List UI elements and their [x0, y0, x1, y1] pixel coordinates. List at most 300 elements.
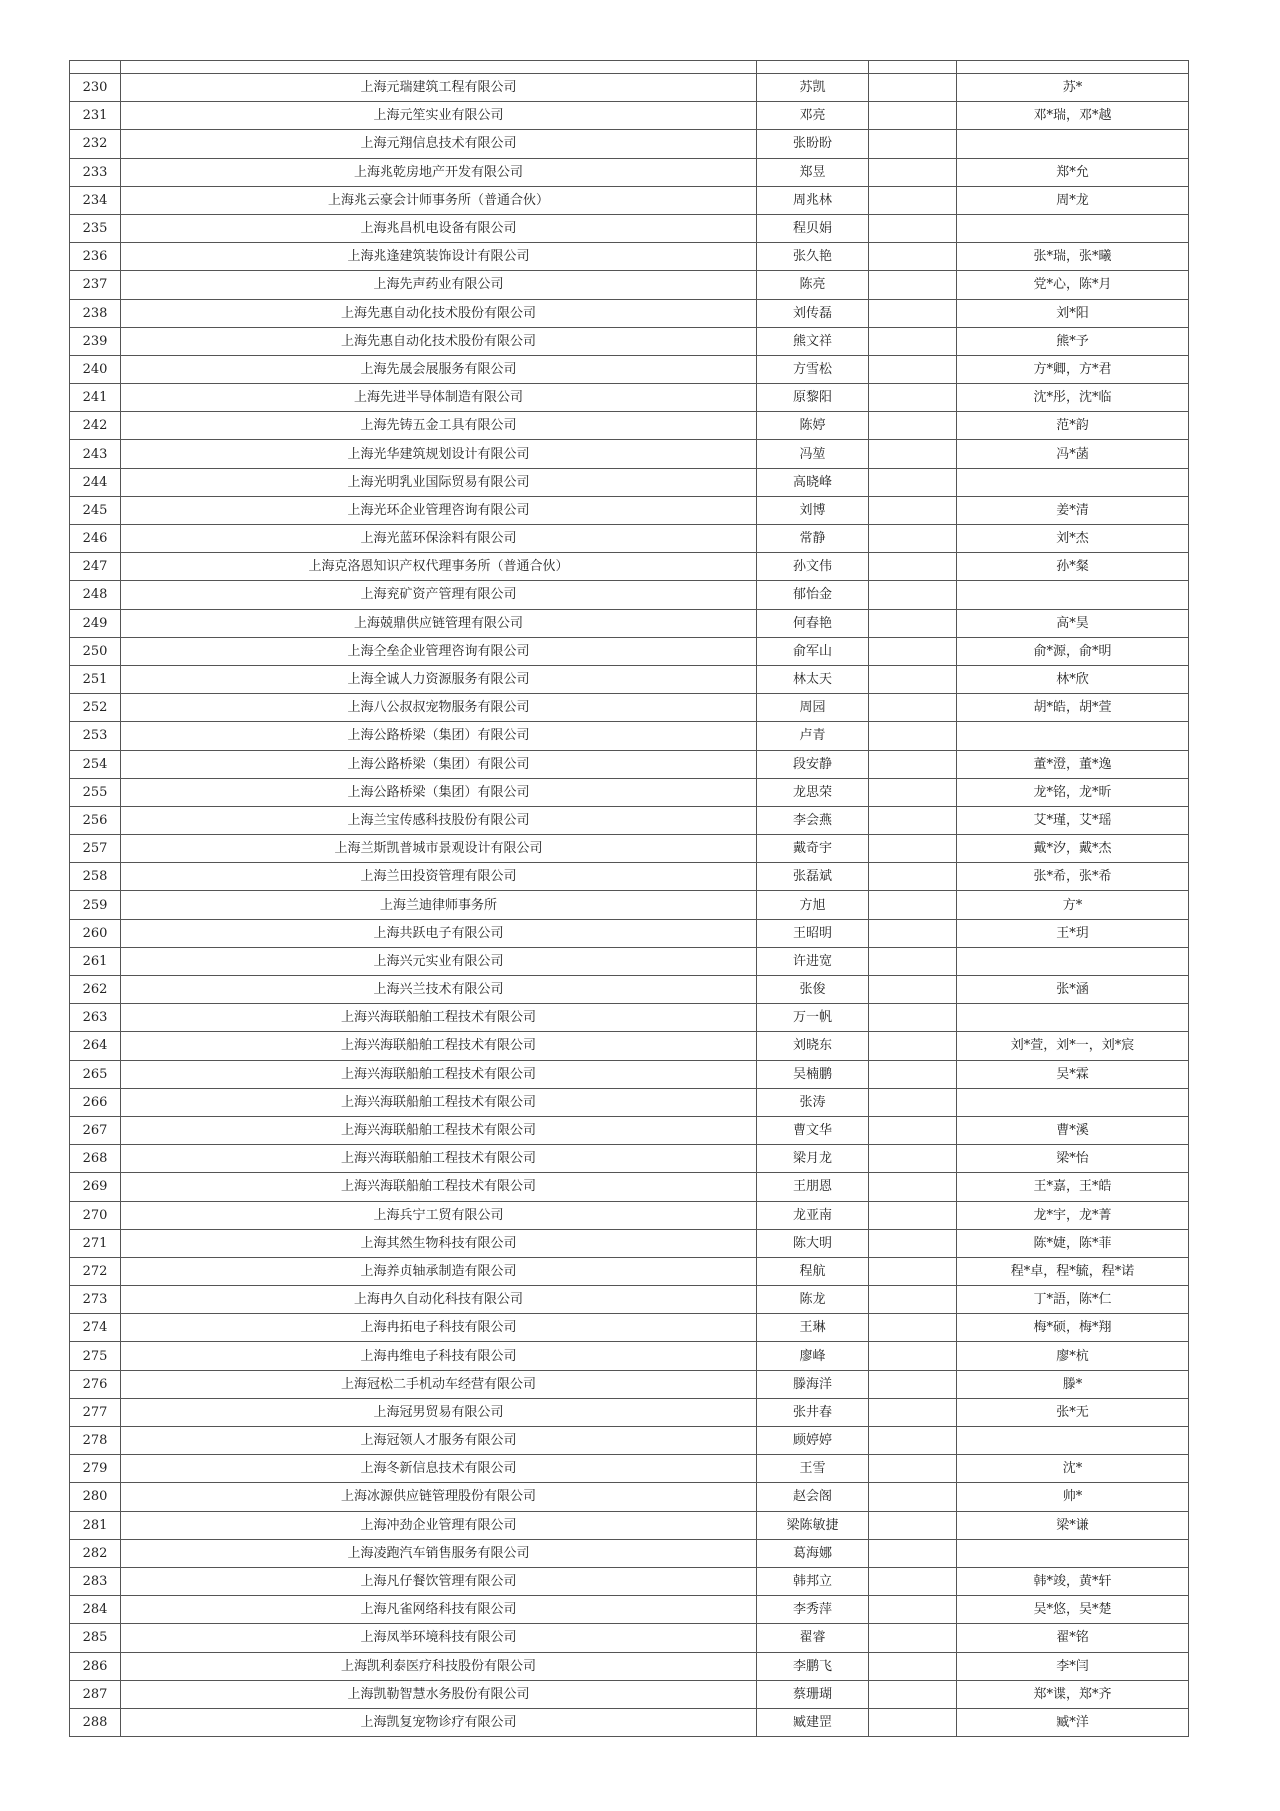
children-names: [957, 581, 1189, 609]
table-row: [70, 158, 1189, 186]
person-name: 原黎阳: [757, 384, 869, 412]
extra-cell: [869, 835, 957, 863]
company-name: 上海冠男贸易有限公司: [121, 1398, 757, 1426]
children-names: 党*心，陈*月: [957, 271, 1189, 299]
row-number: 248: [70, 581, 121, 609]
person-name: 高晓峰: [757, 468, 869, 496]
company-name: 上海先进半导体制造有限公司: [121, 384, 757, 412]
children-names: 吴*悠，吴*楚: [957, 1596, 1189, 1624]
extra-cell: [869, 609, 957, 637]
children-names: [957, 1539, 1189, 1567]
person-name: 孙文伟: [757, 553, 869, 581]
company-name: 上海凡仔餐饮管理有限公司: [121, 1567, 757, 1595]
extra-cell: [869, 130, 957, 158]
company-name: 上海兴海联船舶工程技术有限公司: [121, 1145, 757, 1173]
children-names: 沈*彤，沈*临: [957, 384, 1189, 412]
children-names: [957, 214, 1189, 242]
table-row: [70, 440, 1189, 468]
extra-cell: [869, 74, 957, 102]
person-name: 龙亚南: [757, 1201, 869, 1229]
extra-cell: [869, 299, 957, 327]
extra-cell: [869, 1088, 957, 1116]
extra-cell: [869, 1398, 957, 1426]
row-number: 243: [70, 440, 121, 468]
stub-cell: [957, 61, 1189, 74]
person-name: 王朋恩: [757, 1173, 869, 1201]
table-row: [70, 468, 1189, 496]
extra-cell: [869, 1427, 957, 1455]
table-row: [70, 1173, 1189, 1201]
extra-cell: [869, 468, 957, 496]
children-names: 龙*宇，龙*菁: [957, 1201, 1189, 1229]
table-row: [70, 553, 1189, 581]
table-row: [70, 271, 1189, 299]
person-name: 程贝娟: [757, 214, 869, 242]
extra-cell: [869, 976, 957, 1004]
row-number: 232: [70, 130, 121, 158]
company-name: 上海兴海联船舶工程技术有限公司: [121, 1032, 757, 1060]
row-number: 266: [70, 1088, 121, 1116]
company-name: 上海凯勒智慧水务股份有限公司: [121, 1680, 757, 1708]
company-name: 上海全诚人力资源服务有限公司: [121, 665, 757, 693]
extra-cell: [869, 750, 957, 778]
row-number: 270: [70, 1201, 121, 1229]
extra-cell: [869, 1652, 957, 1680]
row-number: 277: [70, 1398, 121, 1426]
extra-cell: [869, 1314, 957, 1342]
table-row: [70, 1088, 1189, 1116]
table-row: [70, 1483, 1189, 1511]
children-names: 方*: [957, 891, 1189, 919]
row-number: 242: [70, 412, 121, 440]
extra-cell: [869, 891, 957, 919]
children-names: 臧*洋: [957, 1708, 1189, 1736]
children-names: 张*瑞，张*曦: [957, 243, 1189, 271]
person-name: 张久艳: [757, 243, 869, 271]
children-names: 丁*語，陈*仁: [957, 1286, 1189, 1314]
children-names: 梅*硕，梅*翔: [957, 1314, 1189, 1342]
row-number: 254: [70, 750, 121, 778]
company-name: 上海先铸五金工具有限公司: [121, 412, 757, 440]
company-name: 上海公路桥梁（集团）有限公司: [121, 722, 757, 750]
children-names: [957, 1088, 1189, 1116]
table-row: [70, 778, 1189, 806]
company-name: 上海兆昌机电设备有限公司: [121, 214, 757, 242]
company-name: 上海光华建筑规划设计有限公司: [121, 440, 757, 468]
person-name: 曹文华: [757, 1116, 869, 1144]
table-row: [70, 1314, 1189, 1342]
extra-cell: [869, 1483, 957, 1511]
children-names: 王*嘉，王*皓: [957, 1173, 1189, 1201]
children-names: 孙*粲: [957, 553, 1189, 581]
table-row: [70, 1229, 1189, 1257]
children-names: 王*玥: [957, 919, 1189, 947]
person-name: 郑昱: [757, 158, 869, 186]
company-name: 上海元翔信息技术有限公司: [121, 130, 757, 158]
company-name: 上海冉拓电子科技有限公司: [121, 1314, 757, 1342]
table-row: [70, 1427, 1189, 1455]
person-name: 张井春: [757, 1398, 869, 1426]
company-name: 上海兴兰技术有限公司: [121, 976, 757, 1004]
table-row: [70, 102, 1189, 130]
person-name: 陈亮: [757, 271, 869, 299]
company-name: 上海兴海联船舶工程技术有限公司: [121, 1116, 757, 1144]
row-number: 268: [70, 1145, 121, 1173]
person-name: 蔡珊瑚: [757, 1680, 869, 1708]
person-name: 臧建罡: [757, 1708, 869, 1736]
person-name: 苏凯: [757, 74, 869, 102]
children-names: 翟*铭: [957, 1624, 1189, 1652]
table-top-stub-row: [70, 61, 1189, 74]
person-name: 冯堃: [757, 440, 869, 468]
table-row: [70, 1652, 1189, 1680]
company-name: 上海兆云豪会计师事务所（普通合伙）: [121, 186, 757, 214]
company-name: 上海元瑞建筑工程有限公司: [121, 74, 757, 102]
stub-cell: [869, 61, 957, 74]
children-names: 刘*杰: [957, 525, 1189, 553]
table-row: [70, 863, 1189, 891]
person-name: 葛海娜: [757, 1539, 869, 1567]
person-name: 郁怡金: [757, 581, 869, 609]
row-number: 267: [70, 1116, 121, 1144]
table-row: [70, 1342, 1189, 1370]
table-row: [70, 186, 1189, 214]
company-name: 上海先惠自动化技术股份有限公司: [121, 327, 757, 355]
company-name: 上海先惠自动化技术股份有限公司: [121, 299, 757, 327]
table-row: [70, 1624, 1189, 1652]
children-names: 姜*清: [957, 496, 1189, 524]
company-name: 上海兰斯凯普城市景观设计有限公司: [121, 835, 757, 863]
children-names: 帅*: [957, 1483, 1189, 1511]
extra-cell: [869, 1116, 957, 1144]
extra-cell: [869, 1257, 957, 1285]
person-name: 王雪: [757, 1455, 869, 1483]
table-row: [70, 581, 1189, 609]
company-name: 上海先声药业有限公司: [121, 271, 757, 299]
row-number: 251: [70, 665, 121, 693]
children-names: 廖*杭: [957, 1342, 1189, 1370]
person-name: 李会燕: [757, 806, 869, 834]
children-names: 沈*: [957, 1455, 1189, 1483]
children-names: [957, 722, 1189, 750]
extra-cell: [869, 243, 957, 271]
children-names: 苏*: [957, 74, 1189, 102]
person-name: 何春艳: [757, 609, 869, 637]
extra-cell: [869, 1596, 957, 1624]
children-names: 梁*怡: [957, 1145, 1189, 1173]
company-name: 上海冠松二手机动车经营有限公司: [121, 1370, 757, 1398]
company-name: 上海兰宝传感科技股份有限公司: [121, 806, 757, 834]
children-names: 熊*予: [957, 327, 1189, 355]
person-name: 周兆林: [757, 186, 869, 214]
row-number: 245: [70, 496, 121, 524]
children-names: 邓*瑞，邓*越: [957, 102, 1189, 130]
row-number: 286: [70, 1652, 121, 1680]
children-names: 程*卓，程*毓，程*诺: [957, 1257, 1189, 1285]
row-number: 235: [70, 214, 121, 242]
table-row: [70, 1201, 1189, 1229]
company-name: 上海共跃电子有限公司: [121, 919, 757, 947]
children-names: [957, 1427, 1189, 1455]
extra-cell: [869, 553, 957, 581]
row-number: 285: [70, 1624, 121, 1652]
children-names: 董*澄，董*逸: [957, 750, 1189, 778]
table-row: [70, 1539, 1189, 1567]
company-name: 上海兢鼎供应链管理有限公司: [121, 609, 757, 637]
company-name: 上海冬新信息技术有限公司: [121, 1455, 757, 1483]
extra-cell: [869, 1229, 957, 1257]
table-row: [70, 327, 1189, 355]
row-number: 261: [70, 947, 121, 975]
children-names: 艾*瑾，艾*瑶: [957, 806, 1189, 834]
extra-cell: [869, 1004, 957, 1032]
company-name: 上海凌跑汽车销售服务有限公司: [121, 1539, 757, 1567]
table-row: [70, 1116, 1189, 1144]
extra-cell: [869, 1708, 957, 1736]
row-number: 230: [70, 74, 121, 102]
company-name: 上海先晟会展服务有限公司: [121, 355, 757, 383]
person-name: 张俊: [757, 976, 869, 1004]
row-number: 276: [70, 1370, 121, 1398]
person-name: 廖峰: [757, 1342, 869, 1370]
children-names: 刘*萱，刘*一，刘*宸: [957, 1032, 1189, 1060]
extra-cell: [869, 1201, 957, 1229]
table-row: [70, 891, 1189, 919]
extra-cell: [869, 384, 957, 412]
children-names: 吴*霖: [957, 1060, 1189, 1088]
children-names: [957, 130, 1189, 158]
row-number: 269: [70, 1173, 121, 1201]
row-number: 273: [70, 1286, 121, 1314]
person-name: 韩邦立: [757, 1567, 869, 1595]
table-row: [70, 976, 1189, 1004]
company-name: 上海冲劲企业管理有限公司: [121, 1511, 757, 1539]
row-number: 278: [70, 1427, 121, 1455]
extra-cell: [869, 1455, 957, 1483]
children-names: 曹*溪: [957, 1116, 1189, 1144]
row-number: 246: [70, 525, 121, 553]
person-name: 陈龙: [757, 1286, 869, 1314]
row-number: 231: [70, 102, 121, 130]
children-names: 林*欣: [957, 665, 1189, 693]
table-row: [70, 355, 1189, 383]
extra-cell: [869, 1680, 957, 1708]
person-name: 陈婷: [757, 412, 869, 440]
children-names: 陈*婕，陈*菲: [957, 1229, 1189, 1257]
stub-cell: [757, 61, 869, 74]
person-name: 万一帆: [757, 1004, 869, 1032]
person-name: 刘博: [757, 496, 869, 524]
stub-cell: [70, 61, 121, 74]
table-row: [70, 1286, 1189, 1314]
row-number: 239: [70, 327, 121, 355]
company-name: 上海兴海联船舶工程技术有限公司: [121, 1060, 757, 1088]
children-names: 张*希，张*希: [957, 863, 1189, 891]
row-number: 263: [70, 1004, 121, 1032]
children-names: 周*龙: [957, 186, 1189, 214]
row-number: 271: [70, 1229, 121, 1257]
company-name: 上海光蓝环保涂料有限公司: [121, 525, 757, 553]
table-row: [70, 694, 1189, 722]
company-name: 上海兴海联船舶工程技术有限公司: [121, 1004, 757, 1032]
company-name: 上海凡雀网络科技有限公司: [121, 1596, 757, 1624]
extra-cell: [869, 778, 957, 806]
table-row: [70, 637, 1189, 665]
row-number: 282: [70, 1539, 121, 1567]
table-row: [70, 1567, 1189, 1595]
company-name: 上海公路桥梁（集团）有限公司: [121, 750, 757, 778]
company-name: 上海元笙实业有限公司: [121, 102, 757, 130]
extra-cell: [869, 214, 957, 242]
table-row: [70, 214, 1189, 242]
company-name: 上海兴元实业有限公司: [121, 947, 757, 975]
row-number: 288: [70, 1708, 121, 1736]
extra-cell: [869, 1370, 957, 1398]
row-number: 233: [70, 158, 121, 186]
table-row: [70, 665, 1189, 693]
extra-cell: [869, 581, 957, 609]
person-name: 常静: [757, 525, 869, 553]
table-row: [70, 1680, 1189, 1708]
extra-cell: [869, 186, 957, 214]
company-name: 上海兆乾房地产开发有限公司: [121, 158, 757, 186]
row-number: 244: [70, 468, 121, 496]
row-number: 241: [70, 384, 121, 412]
row-number: 234: [70, 186, 121, 214]
roster-table: [69, 60, 1189, 1737]
company-name: 上海兵宁工贸有限公司: [121, 1201, 757, 1229]
row-number: 238: [70, 299, 121, 327]
children-names: 俞*源，俞*明: [957, 637, 1189, 665]
extra-cell: [869, 1286, 957, 1314]
extra-cell: [869, 1624, 957, 1652]
extra-cell: [869, 1511, 957, 1539]
table-row: [70, 1370, 1189, 1398]
row-number: 259: [70, 891, 121, 919]
person-name: 程航: [757, 1257, 869, 1285]
table-row: [70, 496, 1189, 524]
company-name: 上海兰田投资管理有限公司: [121, 863, 757, 891]
company-name: 上海兴海联船舶工程技术有限公司: [121, 1088, 757, 1116]
person-name: 周园: [757, 694, 869, 722]
row-number: 249: [70, 609, 121, 637]
extra-cell: [869, 919, 957, 947]
children-names: 胡*皓，胡*萱: [957, 694, 1189, 722]
company-name: 上海其然生物科技有限公司: [121, 1229, 757, 1257]
row-number: 260: [70, 919, 121, 947]
table-row: [70, 835, 1189, 863]
roster-table-body: [70, 61, 1189, 1737]
table-row: [70, 130, 1189, 158]
person-name: 龙思荣: [757, 778, 869, 806]
extra-cell: [869, 637, 957, 665]
children-names: 李*闫: [957, 1652, 1189, 1680]
person-name: 梁月龙: [757, 1145, 869, 1173]
extra-cell: [869, 102, 957, 130]
row-number: 283: [70, 1567, 121, 1595]
company-name: 上海冠领人才服务有限公司: [121, 1427, 757, 1455]
extra-cell: [869, 806, 957, 834]
person-name: 方旭: [757, 891, 869, 919]
table-row: [70, 1145, 1189, 1173]
children-names: 高*昊: [957, 609, 1189, 637]
children-names: 郑*谍，郑*齐: [957, 1680, 1189, 1708]
person-name: 李鹏飞: [757, 1652, 869, 1680]
extra-cell: [869, 496, 957, 524]
company-name: 上海冉维电子科技有限公司: [121, 1342, 757, 1370]
extra-cell: [869, 271, 957, 299]
row-number: 256: [70, 806, 121, 834]
table-row: [70, 1257, 1189, 1285]
children-names: 冯*菡: [957, 440, 1189, 468]
company-name: 上海冰源供应链管理股份有限公司: [121, 1483, 757, 1511]
extra-cell: [869, 1032, 957, 1060]
company-name: 上海公路桥梁（集团）有限公司: [121, 778, 757, 806]
company-name: 上海仝垒企业管理咨询有限公司: [121, 637, 757, 665]
table-row: [70, 722, 1189, 750]
row-number: 279: [70, 1455, 121, 1483]
row-number: 287: [70, 1680, 121, 1708]
extra-cell: [869, 665, 957, 693]
person-name: 刘晓东: [757, 1032, 869, 1060]
extra-cell: [869, 158, 957, 186]
table-row: [70, 1060, 1189, 1088]
person-name: 许进宽: [757, 947, 869, 975]
company-name: 上海凯利泰医疗科技股份有限公司: [121, 1652, 757, 1680]
table-row: [70, 1004, 1189, 1032]
extra-cell: [869, 327, 957, 355]
table-row: [70, 525, 1189, 553]
person-name: 王昭明: [757, 919, 869, 947]
row-number: 280: [70, 1483, 121, 1511]
person-name: 卢青: [757, 722, 869, 750]
table-row: [70, 412, 1189, 440]
row-number: 252: [70, 694, 121, 722]
person-name: 张涛: [757, 1088, 869, 1116]
children-names: 韩*竣，黄*轩: [957, 1567, 1189, 1595]
person-name: 滕海洋: [757, 1370, 869, 1398]
person-name: 熊文祥: [757, 327, 869, 355]
stub-cell: [121, 61, 757, 74]
children-names: 张*涵: [957, 976, 1189, 1004]
extra-cell: [869, 1539, 957, 1567]
table-row: [70, 1596, 1189, 1624]
children-names: 郑*允: [957, 158, 1189, 186]
row-number: 255: [70, 778, 121, 806]
company-name: 上海兆逢建筑装饰设计有限公司: [121, 243, 757, 271]
extra-cell: [869, 355, 957, 383]
person-name: 张磊斌: [757, 863, 869, 891]
row-number: 284: [70, 1596, 121, 1624]
person-name: 段安静: [757, 750, 869, 778]
company-name: 上海凤举环境科技有限公司: [121, 1624, 757, 1652]
row-number: 281: [70, 1511, 121, 1539]
table-row: [70, 243, 1189, 271]
table-row: [70, 1455, 1189, 1483]
person-name: 俞军山: [757, 637, 869, 665]
company-name: 上海兰迪律师事务所: [121, 891, 757, 919]
children-names: 张*无: [957, 1398, 1189, 1426]
person-name: 王琳: [757, 1314, 869, 1342]
person-name: 梁陈敏捷: [757, 1511, 869, 1539]
table-row: [70, 609, 1189, 637]
company-name: 上海养贞轴承制造有限公司: [121, 1257, 757, 1285]
company-name: 上海凯复宠物诊疗有限公司: [121, 1708, 757, 1736]
row-number: 257: [70, 835, 121, 863]
extra-cell: [869, 1060, 957, 1088]
children-names: [957, 1004, 1189, 1032]
person-name: 翟睿: [757, 1624, 869, 1652]
